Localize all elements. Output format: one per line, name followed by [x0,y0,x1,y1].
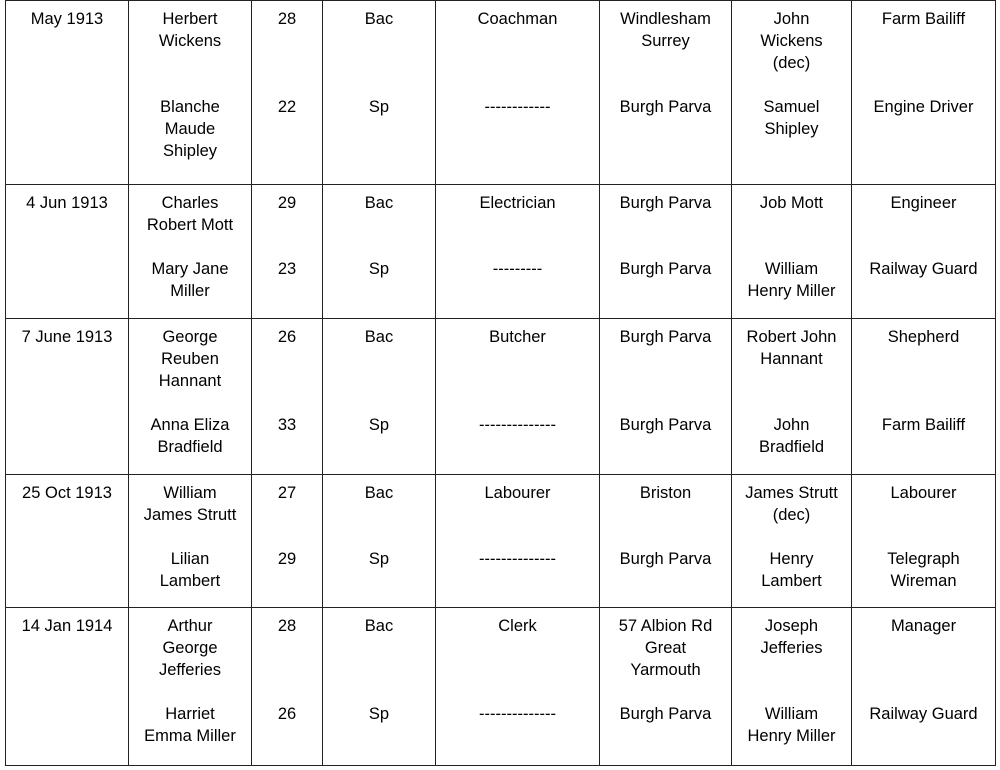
father-occupation-cell [852,185,996,319]
age-cell [252,185,323,319]
groom-residence: 57 Albion Rd Great Yarmouth [618,617,713,679]
marriage-date-cell [6,608,129,766]
marriage-date: 4 Jun 1913 [26,194,108,212]
groom-father: Joseph Jefferies [760,617,823,657]
bride-age: 33 [277,416,297,434]
marriage-date: 14 Jan 1914 [21,617,113,635]
bride-name: Harriet Emma Miller [144,705,236,745]
bride-father: William Henry Miller [747,705,836,745]
groom-name: Arthur George Jefferies [158,617,222,679]
father-name-cell [732,608,852,766]
groom-occupation: Butcher [489,328,546,346]
name-cell [129,185,252,319]
groom-father: John Wickens (dec) [760,10,823,72]
occupation-cell [436,608,600,766]
groom-occupation: Electrician [479,194,556,212]
bride-father-occupation: Engine Driver [873,98,974,116]
groom-residence: Windlesham Surrey [620,10,711,50]
bride-occupation: -------------- [479,550,556,568]
bride-age: 29 [277,550,297,568]
name-cell [129,475,252,608]
father-name-cell [732,475,852,608]
groom-condition: Bac [364,617,394,635]
bride-residence: Burgh Parva [619,260,712,278]
groom-age: 29 [277,194,297,212]
groom-residence: Burgh Parva [619,328,712,346]
bride-father-occupation: Railway Guard [869,705,978,723]
age-cell [252,608,323,766]
bride-residence: Burgh Parva [619,550,712,568]
marriage-date: 25 Oct 1913 [22,484,112,502]
groom-occupation: Labourer [484,484,551,502]
occupation-cell [436,319,600,475]
bride-occupation: -------------- [479,705,556,723]
marriage-date: 7 June 1913 [21,328,113,346]
groom-residence: Burgh Parva [619,194,712,212]
bride-age: 23 [277,260,297,278]
bride-name: Lilian Lambert [159,550,221,590]
marriage-register-table [5,0,996,766]
residence-cell [600,319,732,475]
occupation-cell [436,1,600,185]
bride-age: 22 [277,98,297,116]
groom-name: Herbert Wickens [158,10,222,50]
bride-occupation: ------------ [484,98,551,116]
groom-condition: Bac [364,328,394,346]
name-cell [129,319,252,475]
residence-cell [600,1,732,185]
name-cell [129,1,252,185]
marriage-date-cell [6,319,129,475]
bride-father: Samuel Shipley [763,98,820,138]
bride-condition: Sp [368,260,390,278]
father-name-cell [732,319,852,475]
father-occupation-cell [852,1,996,185]
groom-father: Job Mott [759,194,824,212]
register-body [6,1,996,766]
groom-father-occupation: Labourer [890,484,957,502]
bride-condition: Sp [368,98,390,116]
groom-father-occupation: Farm Bailiff [881,10,966,28]
father-occupation-cell [852,608,996,766]
groom-father-occupation: Manager [890,617,957,635]
groom-residence: Briston [639,484,692,502]
bride-name: Anna Eliza Bradfield [150,416,230,456]
bride-father-occupation: Telegraph Wireman [887,550,960,590]
name-cell [129,608,252,766]
bride-occupation: --------- [492,260,543,278]
groom-age: 27 [277,484,297,502]
residence-cell [600,475,732,608]
bride-father-occupation: Farm Bailiff [881,416,966,434]
occupation-cell [436,185,600,319]
bride-residence: Burgh Parva [619,98,712,116]
bride-residence: Burgh Parva [619,416,712,434]
residence-cell [600,608,732,766]
father-occupation-cell [852,475,996,608]
bride-residence: Burgh Parva [619,705,712,723]
marriage-date-cell [6,475,129,608]
condition-cell [323,1,436,185]
groom-father: Robert John Hannant [746,328,837,368]
groom-age: 28 [277,10,297,28]
groom-name: William James Strutt [143,484,237,524]
bride-condition: Sp [368,550,390,568]
condition-cell [323,185,436,319]
groom-age: 28 [277,617,297,635]
groom-name: Charles Robert Mott [146,194,234,234]
marriage-date-cell [6,1,129,185]
table-row [6,185,996,319]
groom-occupation: Clerk [498,617,537,635]
bride-condition: Sp [368,416,390,434]
bride-name: Blanche Maude Shipley [160,98,220,160]
groom-father-occupation: Engineer [890,194,957,212]
groom-age: 26 [277,328,297,346]
table-row [6,608,996,766]
father-name-cell [732,185,852,319]
bride-father: John Bradfield [758,416,825,456]
groom-name: George Reuben Hannant [158,328,222,390]
groom-condition: Bac [364,10,394,28]
age-cell [252,475,323,608]
marriage-date-cell [6,185,129,319]
condition-cell [323,608,436,766]
bride-father: William Henry Miller [747,260,836,300]
father-occupation-cell [852,319,996,475]
marriage-date: May 1913 [30,10,104,28]
table-row [6,1,996,185]
groom-condition: Bac [364,194,394,212]
condition-cell [323,475,436,608]
groom-occupation: Coachman [477,10,558,28]
father-name-cell [732,1,852,185]
bride-condition: Sp [368,705,390,723]
condition-cell [323,319,436,475]
residence-cell [600,185,732,319]
age-cell [252,319,323,475]
age-cell [252,1,323,185]
bride-name: Mary Jane Miller [151,260,229,300]
table-row [6,475,996,608]
bride-age: 26 [277,705,297,723]
occupation-cell [436,475,600,608]
bride-father: Henry Lambert [761,550,822,590]
table-row [6,319,996,475]
groom-father-occupation: Shepherd [887,328,960,346]
groom-condition: Bac [364,484,394,502]
groom-father: James Strutt (dec) [745,484,838,524]
bride-father-occupation: Railway Guard [869,260,978,278]
bride-occupation: -------------- [479,416,556,434]
